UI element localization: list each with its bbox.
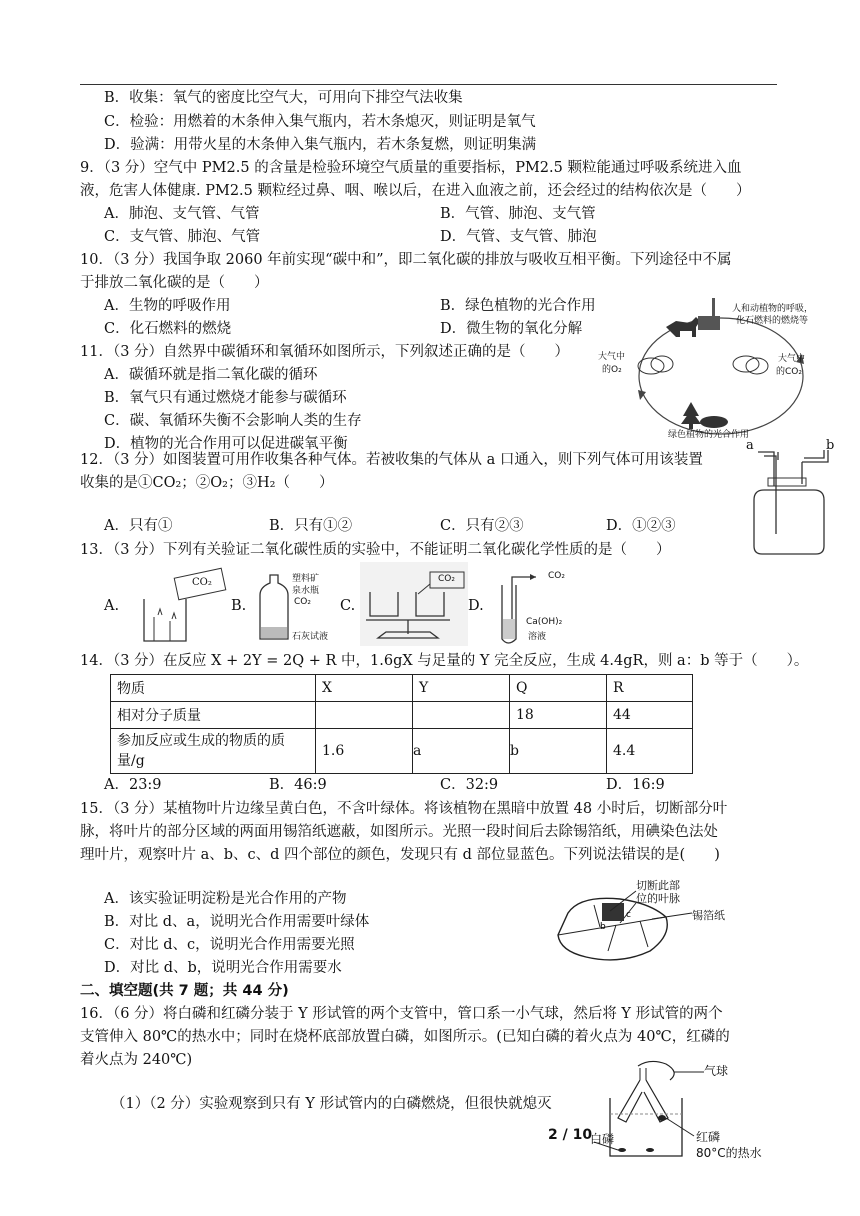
leaf-figure bbox=[540, 877, 736, 969]
q15-option-d: D．对比 d、b，说明光合作用需要水 bbox=[104, 960, 342, 976]
q14-option-b: B．46:9 bbox=[269, 777, 327, 793]
q15-stem-1: 15．（3 分）某植物叶片边缘呈黄白色，不含叶绿体。将该植物在黑暗中放置 48 小时后，切断部分叶 bbox=[80, 801, 728, 817]
q15-stem-3: 理叶片，观察叶片 a、b、c、d 四个部位的颜色，发现只有 d 部位显蓝色。下列说法错误的是( ) bbox=[80, 847, 720, 863]
cycle-label-bottom: 绿色植物的光合作用 bbox=[668, 430, 750, 440]
q13-figure-b bbox=[250, 565, 340, 645]
cycle-label-left-1: 大气中 bbox=[598, 352, 626, 362]
carbon-cycle-figure bbox=[596, 292, 846, 442]
q10-option-a: A．生物的呼吸作用 bbox=[104, 298, 231, 314]
q9-stem-1: 9．（3 分）空气中 PM2.5 的含量是检验环境空气质量的重要指标，PM2.5 颗粒能通过呼吸系统进入血 bbox=[80, 160, 742, 176]
red-phosphorus-label: 红磷 bbox=[696, 1130, 721, 1144]
row-label-line2: 量/g bbox=[117, 753, 145, 769]
q12-stem-1: 12．（3 分）如图装置可用作收集各种气体。若被收集的气体从 a 口通入，则下列气体可用该装置 bbox=[80, 452, 703, 468]
cycle-label-left-2: 的O₂ bbox=[602, 365, 622, 375]
q15-option-b: B．对比 d、a，说明光合作用需要叶绿体 bbox=[104, 914, 370, 930]
q13a-co2-label: CO₂ bbox=[192, 577, 212, 588]
q13d-solution-label: 溶液 bbox=[528, 632, 547, 642]
table-cell: 相对分子质量 bbox=[111, 702, 316, 729]
q10-stem-2: 于排放二氧化碳的是（ ） bbox=[80, 275, 269, 291]
q15-stem-2: 脉，将叶片的部分区域的两面用锡箔纸遮蔽，如图所示。光照一段时间后去除锡箔纸，用碘染色法处 bbox=[80, 824, 718, 840]
q13-option-a: A. bbox=[104, 598, 120, 614]
table-cell bbox=[316, 702, 413, 729]
table-cell: 44 bbox=[607, 702, 693, 729]
table-header: Y bbox=[413, 675, 510, 702]
q10-stem-1: 10．（3 分）我国争取 2060 年前实现“碳中和”，即二氧化碳的排放与吸收互相平衡。下列途径中不属 bbox=[80, 252, 732, 268]
svg-text:b: b bbox=[600, 922, 606, 932]
page-number: 2 / 10 bbox=[548, 1127, 593, 1143]
row-label-line1: 参加反应或生成的物质的质 bbox=[117, 733, 285, 749]
table-cell: a bbox=[413, 729, 510, 774]
q14-option-a: A．23:9 bbox=[104, 777, 162, 793]
table-header: X bbox=[316, 675, 413, 702]
table-header: 物质 bbox=[111, 675, 316, 702]
q9-option-c: C．支气管、肺泡、气管 bbox=[104, 229, 261, 245]
q13-figure-a bbox=[124, 565, 228, 647]
balloon-label: 气球 bbox=[704, 1064, 729, 1078]
q12-option-d: D．①②③ bbox=[606, 518, 676, 534]
section-title: 二、填空题(共 7 题；共 44 分) bbox=[80, 983, 289, 999]
q9-stem-2: 液，危害人体健康. PM2.5 颗粒经过鼻、咽、喉以后，在进入血液之前，还会经过的结构依次是（ ） bbox=[80, 183, 751, 199]
q11-option-c: C．碳、氧循环失衡不会影响人类的生存 bbox=[104, 413, 362, 429]
table-cell: 1.6 bbox=[316, 729, 413, 774]
svg-text:c: c bbox=[626, 910, 631, 920]
bottle-port-a: a bbox=[746, 438, 754, 453]
q12-stem-2: 收集的是①CO₂；②O₂；③H₂（ ） bbox=[80, 475, 334, 491]
table-cell: 4.4 bbox=[607, 729, 693, 774]
q13-figure-c bbox=[360, 562, 468, 646]
q13b-label-1: 塑料矿 bbox=[292, 574, 320, 584]
gas-bottle-figure bbox=[744, 438, 844, 556]
cycle-label-top-2: 化石燃料的燃烧等 bbox=[736, 316, 809, 326]
q11-option-d: D．植物的光合作用可以促进碳氧平衡 bbox=[104, 436, 348, 452]
cycle-label-right-1: 大气中 bbox=[778, 354, 806, 364]
q12-option-a: A．只有① bbox=[104, 518, 173, 534]
q14-option-c: C．32:9 bbox=[440, 777, 499, 793]
q10-option-b: B．绿色植物的光合作用 bbox=[440, 298, 596, 314]
q16-stem-3: 着火点为 240℃) bbox=[80, 1052, 193, 1068]
table-cell bbox=[413, 702, 510, 729]
bottle-port-b: b bbox=[826, 438, 835, 453]
q10-option-d: D．微生物的氧化分解 bbox=[440, 321, 583, 337]
q10-option-c: C．化石燃料的燃烧 bbox=[104, 321, 232, 337]
table-cell: 18 bbox=[510, 702, 607, 729]
q14-stem: 14．（3 分）在反应 X + 2Y = 2Q + R 中，1.6gX 与足量的 Y 完全反应，生成 4.4gR，则 a：b 等于（ ）。 bbox=[80, 653, 809, 669]
cycle-label-top-1: 人和动植物的呼吸， bbox=[732, 304, 814, 314]
q8-option-c: C．检验：用燃着的木条伸入集气瓶内，若木条熄灭，则证明是氧气 bbox=[104, 114, 536, 130]
leaf-label-1: 切断此部 bbox=[636, 879, 680, 892]
q12-option-b: B．只有①② bbox=[269, 518, 353, 534]
q16-stem-2: 支管伸入 80℃的热水中；同时在烧杯底部放置白磷，如图所示。(已知白磷的着火点为 40℃，红磷的 bbox=[80, 1029, 730, 1045]
q13-stem: 13．（3 分）下列有关验证二氧化碳性质的实验中，不能证明二氧化碳化学性质的是（ ） bbox=[80, 542, 671, 558]
q13-option-d: D. bbox=[468, 598, 484, 614]
leaf-label-2: 位的叶脉 bbox=[636, 892, 680, 905]
phosphorus-figure bbox=[590, 1058, 780, 1160]
table-row-label bbox=[111, 729, 316, 774]
q13b-label-3: CO₂ bbox=[294, 597, 311, 607]
q13d-co2-label: CO₂ bbox=[548, 571, 565, 581]
table-header: Q bbox=[510, 675, 607, 702]
q9-option-a: A．肺泡、支气管、气管 bbox=[104, 206, 260, 222]
q11-stem: 11．（3 分）自然界中碳循环和氧循环如图所示，下列叙述正确的是（ ） bbox=[80, 344, 570, 360]
table-cell: b bbox=[510, 729, 607, 774]
hot-water-label: 80°C的热水 bbox=[696, 1146, 762, 1160]
q16-stem-1: 16．（6 分）将白磷和红磷分装于 Y 形试管的两个支管中，管口系一小气球，然后将 Y 形试管的两个 bbox=[80, 1006, 723, 1022]
q13b-label-4: 石灰试液 bbox=[292, 632, 329, 642]
q13-option-b: B. bbox=[231, 598, 247, 614]
q8-option-d: D．验满：用带火星的木条伸入集气瓶内，若木条复燃，则证明集满 bbox=[104, 137, 537, 153]
q11-option-a: A．碳循环就是指二氧化碳的循环 bbox=[104, 367, 318, 383]
q15-option-a: A．该实验证明淀粉是光合作用的产物 bbox=[104, 891, 347, 907]
table-header: R bbox=[607, 675, 693, 702]
q13c-co2-label: CO₂ bbox=[438, 574, 455, 584]
q11-option-b: B．氧气只有通过燃烧才能参与碳循环 bbox=[104, 390, 347, 406]
q13-figure-d bbox=[492, 565, 580, 649]
leaf-label-3: 锡箔纸 bbox=[692, 909, 725, 922]
q8-option-b: B．收集：氧气的密度比空气大，可用向下排空气法收集 bbox=[104, 90, 463, 106]
q14-option-d: D．16:9 bbox=[606, 777, 665, 793]
q9-option-d: D．气管、支气管、肺泡 bbox=[440, 229, 597, 245]
q13-option-c: C. bbox=[340, 598, 356, 614]
q13d-caoh2-label: Ca(OH)₂ bbox=[526, 617, 563, 627]
q16-subquestion-1: （1）（2 分）实验观察到只有 Y 形试管内的白磷燃烧，但很快就熄灭 bbox=[111, 1096, 552, 1112]
q9-option-b: B．气管、肺泡、支气管 bbox=[440, 206, 596, 222]
header-rule bbox=[80, 84, 777, 85]
q13b-label-2: 泉水瓶 bbox=[292, 586, 320, 596]
white-phosphorus-label: 白磷 bbox=[590, 1132, 615, 1146]
q15-option-c: C．对比 d、c，说明光合作用需要光照 bbox=[104, 937, 355, 953]
cycle-label-right-2: 的CO₂ bbox=[776, 367, 802, 377]
q14-table bbox=[110, 674, 693, 774]
q12-option-c: C．只有②③ bbox=[440, 518, 524, 534]
